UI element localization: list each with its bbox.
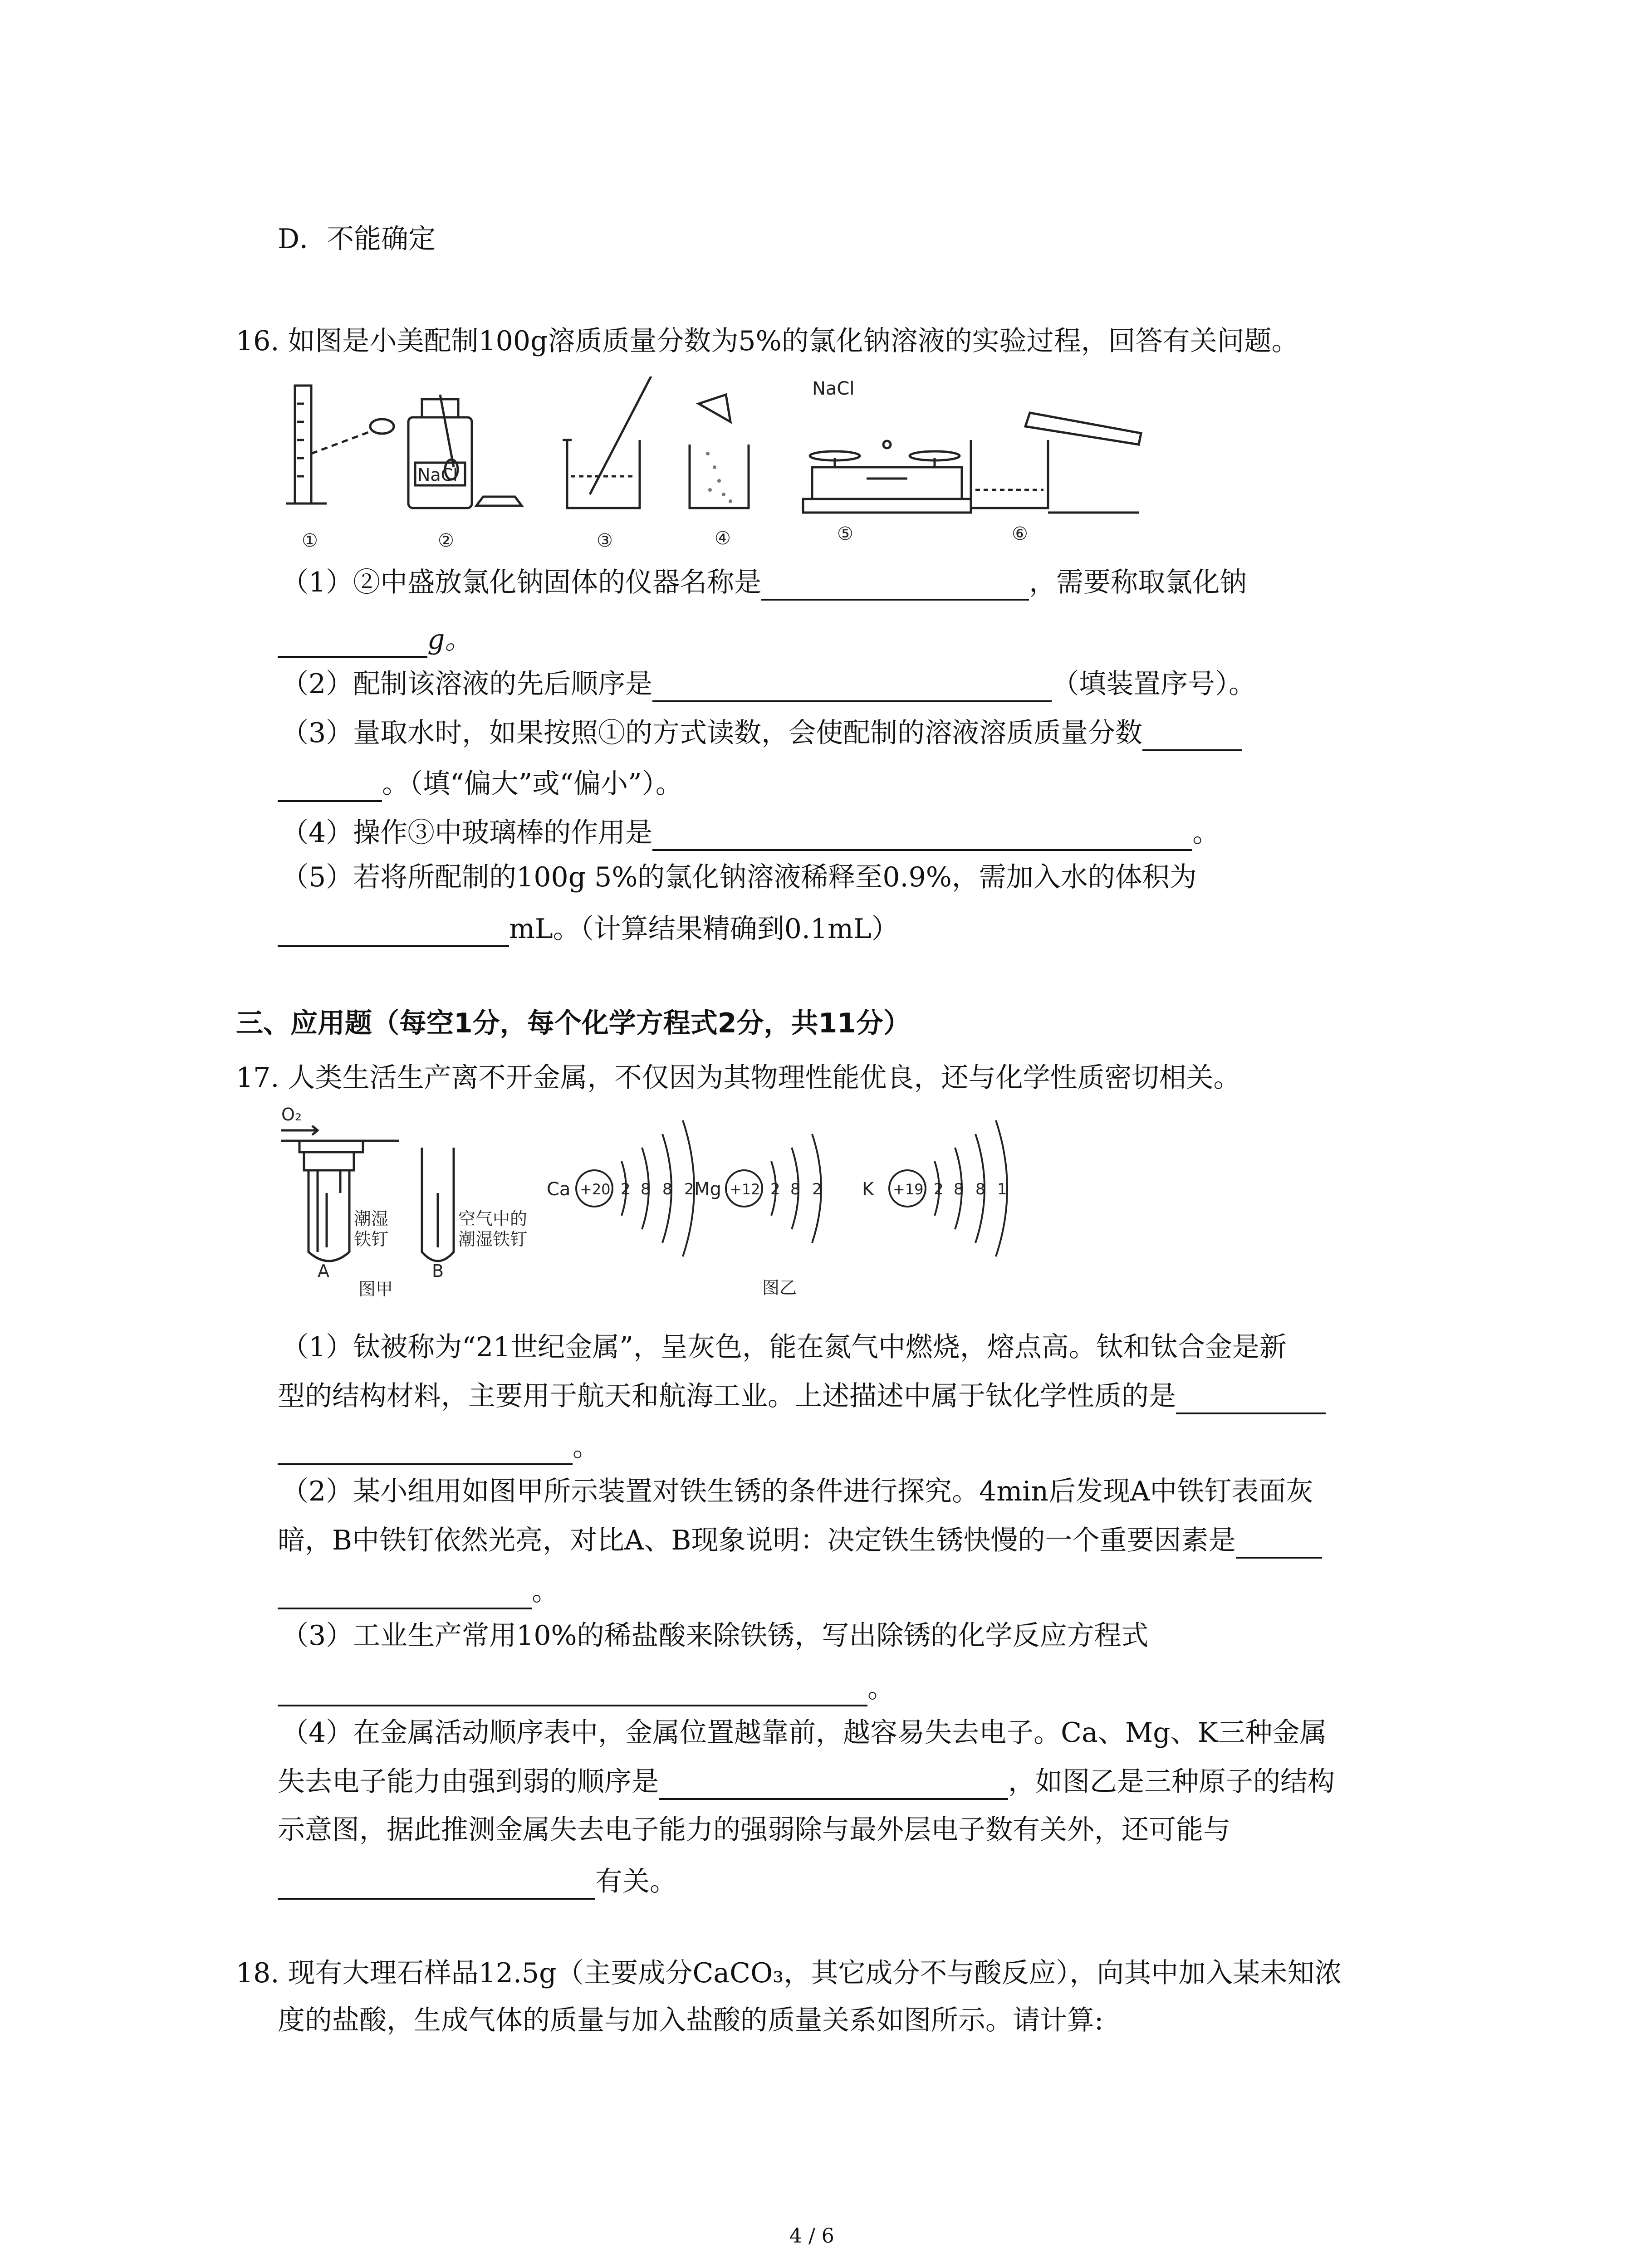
q17-p2-line3 [278,1573,559,1609]
atom-k-shell-2: 8 [954,1180,964,1198]
q16-p5-text-b: mL。（计算结果精确到0.1mL） [509,913,899,945]
section-3-title: 三、应用题（每空1分，每个化学方程式2分，共11分） [236,1007,911,1039]
q17-blank-4b[interactable] [278,1872,595,1900]
q16-p1-text-c: g。 [427,624,472,655]
atom-mg-shell-1: 2 [770,1180,780,1198]
q17-p4-line4 [278,1863,677,1900]
q17-stem: 17. 人类生活生产离不开金属，不仅因为其物理性能优良，还与化学性质密切相关。 [236,1062,1241,1094]
q17-p4: （4）在金属活动顺序表中，金属位置越靠前，越容易失去电子。Ca、Mg、K三种金属 [281,1717,1327,1749]
q16-p2-text-a: （2）配制该溶液的先后顺序是 [281,668,653,700]
q16-blank-5[interactable] [278,774,382,802]
q16-figure [277,376,1161,558]
atom-k-nucleus: +19 [893,1181,924,1198]
q16-step-3: ③ [597,530,613,551]
q17-p1-text-b: 型的结构材料，主要用于航天和航海工业。上述描述中属于钛化学性质的是 [278,1380,1176,1412]
atom-ca-shell-3: 8 [662,1180,672,1198]
q16-p3-text-b: 。（填“偏大”或“偏小”）。 [382,768,683,800]
q17-figure-yi [540,1107,1048,1297]
q16-step-1: ① [302,530,318,551]
q16-stem: 16. 如图是小美配制100g溶质质量分数为5%的氯化钠溶液的实验过程，回答有关问题。 [236,325,1299,357]
atom-mg-shell-3: 2 [812,1180,822,1198]
q17-tube-b-label-2: 潮湿铁钉 [458,1229,528,1249]
q17-tube-a-label-1: 潮湿 [354,1209,389,1229]
q16-p4-text-b: 。 [1192,817,1220,849]
q17-p2: （2）某小组用如图甲所示装置对铁生锈的条件进行探究。4min后发现A中铁钉表面灰 [281,1476,1313,1507]
q16-p2-text-b: （填装置序号）。 [1052,668,1256,700]
q17-p3: （3）工业生产常用10%的稀盐酸来除铁锈，写出除锈的化学反应方程式 [281,1620,1149,1652]
q16-p4 [281,815,1220,851]
q16-p5: （5）若将所配制的100g 5%的氯化钠溶液稀释至0.9%，需加入水的体积为 [281,861,1197,893]
q17-blank-2a[interactable] [1236,1530,1322,1559]
q16-p2 [281,666,1256,702]
q16-bottle-label: NaCl [417,465,458,485]
q16-p3 [281,715,1242,751]
q16-blank-1[interactable] [761,572,1029,601]
q17-fig-yi-caption: 图乙 [762,1278,797,1297]
q16-blank-3[interactable] [652,674,1052,702]
q15-option-d: D．不能确定 [278,223,436,255]
q17-p1-line3 [278,1429,600,1465]
q16-step-4: ④ [715,528,731,549]
atom-ca-nucleus: +20 [580,1181,611,1198]
q17-p4-line2 [278,1764,1335,1800]
q16-p3-cont [278,766,683,802]
q16-step-2: ② [438,530,454,551]
q17-fig-jia-caption: 图甲 [358,1279,393,1297]
q17-tube-b-letter: B [432,1261,444,1281]
q16-p3-text-a: （3）量取水时，如果按照①的方式读数，会使配制的溶液溶质质量分数 [281,717,1143,749]
q16-step-5: ⑤ [837,523,853,544]
q17-tube-b-label-1: 空气中的 [458,1209,528,1229]
q16-p4-text-a: （4）操作③中玻璃棒的作用是 [281,817,653,849]
q16-blank-7[interactable] [278,919,509,947]
q16-nacl-label: NaCl [812,378,855,399]
q18-line1: 18. 现有大理石样品12.5g（主要成分CaCO₃，其它成分不与酸反应），向其中加入某未知浓 [236,1957,1342,1989]
q16-blank-4[interactable] [1142,723,1242,751]
q17-p2-line2 [278,1522,1322,1559]
q17-tube-a-label-2: 铁钉 [354,1229,389,1249]
q18-line2: 度的盐酸，生成气体的质量与加入盐酸的质量关系如图所示。请计算: [278,2004,1104,2036]
q17-p2-text-b: 暗，B中铁钉依然光亮，对比A、B现象说明：决定铁生锈快慢的一个重要因素是 [278,1525,1236,1556]
q16-p1-text-b: ，需要称取氯化钠 [1029,567,1247,598]
q17-blank-1a[interactable] [1176,1386,1326,1414]
atom-k-shell-4: 1 [997,1180,1007,1198]
q17-p3-line2 [278,1670,895,1706]
q17-p3-text-b: 。 [867,1672,895,1704]
q17-blank-1b[interactable] [278,1437,573,1465]
q16-p1-text-a: （1）②中盛放氯化钠固体的仪器名称是 [281,567,762,598]
q17-p2-text-c: 。 [532,1575,559,1607]
q17-p4-text-b: 失去电子能力由强到弱的顺序是 [278,1766,659,1798]
atom-ca-shell-4: 2 [684,1180,694,1198]
q16-blank-2[interactable] [278,630,427,658]
atom-ca-shell-1: 2 [621,1180,631,1198]
q17-blank-4a[interactable] [659,1772,1008,1800]
q17-p1-line2 [278,1378,1326,1414]
q17-p1: （1）钛被称为“21世纪金属”，呈灰色，能在氮气中燃烧，熔点高。钛和钛合金是新 [281,1331,1287,1363]
atom-k-shell-1: 2 [934,1180,944,1198]
q17-p4-text-e: 有关。 [595,1866,677,1897]
q17-blank-2b[interactable] [278,1581,532,1609]
q17-p4-text-c: ，如图乙是三种原子的结构 [1008,1766,1335,1798]
q16-p1-cont [278,621,472,658]
atom-k-symbol: K [862,1179,874,1200]
q17-o2-label: O₂ [281,1105,302,1124]
atom-k-shell-3: 8 [975,1180,985,1198]
q16-p1 [281,564,1247,601]
q17-p1-text-c: 。 [573,1431,600,1463]
q16-p5-cont [278,911,899,947]
atom-mg-shell-2: 8 [790,1180,800,1198]
q16-blank-6[interactable] [652,823,1192,851]
q17-p4-line3: 示意图，据此推测金属失去电子能力的强弱除与最外层电子数有关外，还可能与 [278,1814,1230,1846]
q17-figure-jia [272,1102,544,1297]
atom-mg-symbol: Mg [694,1179,721,1200]
atom-ca-symbol: Ca [547,1179,571,1200]
page-number: 4 / 6 [789,2224,834,2248]
atom-ca-shell-2: 8 [641,1180,651,1198]
q17-tube-a-letter: A [318,1261,329,1281]
q16-step-6: ⑥ [1012,523,1028,544]
q17-blank-3[interactable] [278,1678,867,1706]
atom-mg-nucleus: +12 [730,1181,760,1198]
